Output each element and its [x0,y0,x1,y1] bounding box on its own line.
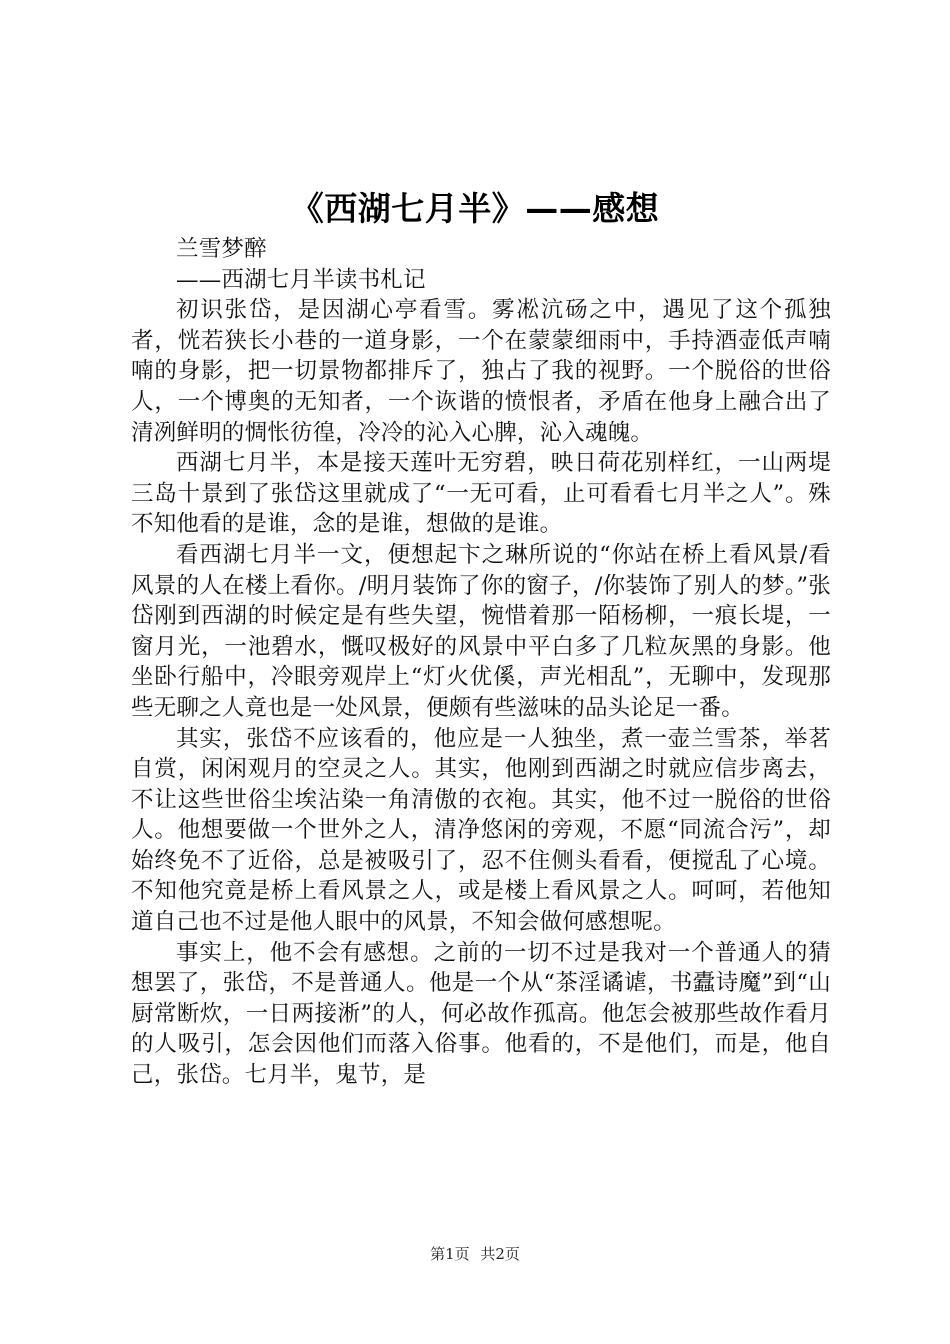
page-total: 共2页 [480,1245,520,1263]
page-number: 第1页 [430,1245,470,1263]
paragraph: 看西湖七月半一文，便想起卞之琳所说的“你站在桥上看风景/看风景的人在楼上看你。/明月装饰了你的窗子，/你装饰了别人的梦。”张岱刚到西湖的时候定是有些失望，惋惜着那一陌杨柳，一痕长堤，一窗月光，一池碧水，慨叹极好的风景中平白多了几粒灰黑的身影。他坐卧行船中，冷眼旁观岸上“灯火优傒，声光相乱”，无聊中，发现那些无聊之人竟也是一处风景，便颇有些滋味的品头论足一番。 [131,541,831,721]
document-title: 《西湖七月半》——感想 [290,189,660,228]
paragraph: 初识张岱，是因湖心亭看雪。雾凇沆砀之中，遇见了这个孤独者，恍若狭长小巷的一道身影，一个在蒙蒙细雨中，手持酒壶低声喃喃的身影，把一切景物都排斥了，独占了我的视野。一个脱俗的世俗人，一个博奥的无知者，一个诙谐的愤恨者，矛盾在他身上融合出了清冽鲜明的惆怅彷徨，冷冷的沁入心脾，沁入魂魄。 [131,297,831,446]
document-body [131,234,831,1091]
subtitle-line: ——西湖七月半读书札记 [176,266,426,293]
author-line: 兰雪梦醉 [176,236,267,262]
paragraph: 西湖七月半，本是接天莲叶无穷碧，映日荷花别样红，一山两堤三岛十景到了张岱这里就成了“一无可看，止可看看七月半之人”。殊不知他看的是谁，念的是谁，想做的是谁。 [131,450,831,538]
page-footer [0,1244,950,1264]
paragraph: 其实，张岱不应该看的，他应是一人独坐，煮一壶兰雪茶，举茗自赏，闲闲观月的空灵之人。其实，他刚到西湖之时就应信步离去，不让这些世俗尘埃沾染一角清傲的衣袍。其实，他不过一脱俗的世俗人。他想要做一个世外之人，清净悠闲的旁观，不愿“同流合污”，却始终免不了近俗，总是被吸引了，忍不住侧头看看，便搅乱了心境。不知他究竟是桥上看风景之人，或是楼上看风景之人。呵呵，若他知道自己也不过是他人眼中的风景，不知会做何感想呢。 [131,725,831,936]
paragraph: 事实上，他不会有感想。之前的一切不过是我对一个普通人的猜想罢了，张岱，不是普通人。他是一个从“茶淫谲谑，书蠹诗魔”到“山厨常断炊，一日两接淅”的人，何必故作孤高。他怎会被那些故作看月的人吸引，怎会因他们而落入俗事。他看的，不是他们，而是，他自己，张岱。七月半，鬼节，是 [131,939,831,1089]
